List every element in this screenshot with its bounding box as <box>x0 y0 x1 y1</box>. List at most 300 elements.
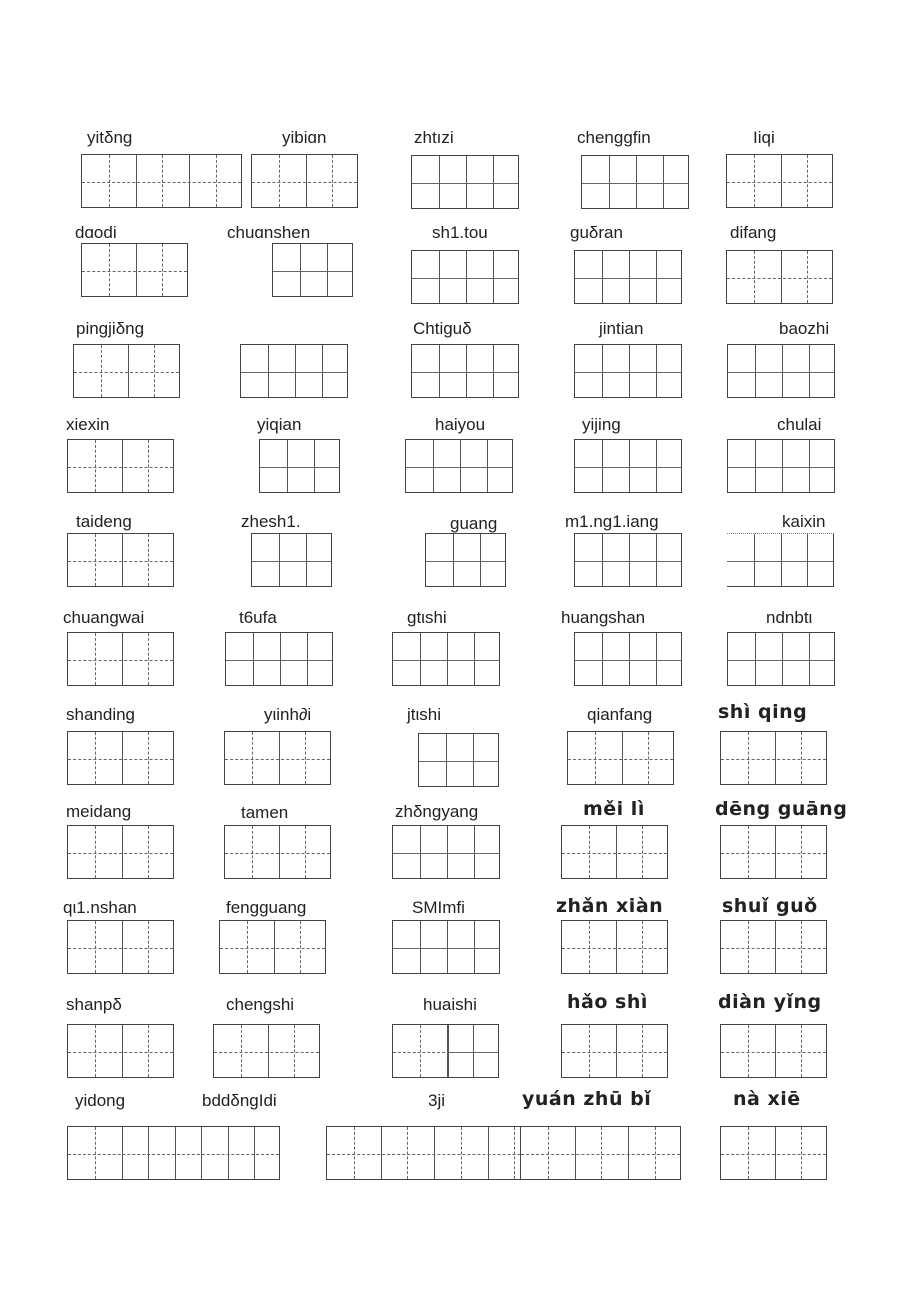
grid-guide-vertical <box>748 1127 749 1179</box>
grid-guide-horizontal <box>393 1052 445 1053</box>
grid-guide-vertical <box>655 1127 656 1179</box>
writing-grid <box>67 731 174 785</box>
grid-guide-vertical <box>648 732 649 784</box>
writing-grid <box>574 439 682 493</box>
grid-divider <box>136 155 137 207</box>
grid-divider <box>439 156 440 208</box>
pinyin-label: kaixin <box>782 512 826 531</box>
grid-divider <box>775 826 776 878</box>
grid-divider <box>656 633 657 685</box>
writing-grid <box>67 825 174 879</box>
grid-guide-horizontal <box>406 467 512 468</box>
grid-divider <box>781 534 782 586</box>
grid-divider <box>775 921 776 973</box>
grid-guide-horizontal <box>412 278 518 279</box>
grid-guide-vertical <box>95 440 96 492</box>
grid-guide-vertical <box>279 155 280 207</box>
writing-grid <box>225 632 333 686</box>
pinyin-label: huangshan <box>561 608 646 627</box>
grid-guide-horizontal <box>575 660 681 661</box>
grid-divider <box>466 345 467 397</box>
grid-guide-horizontal <box>562 1052 667 1053</box>
writing-grid <box>251 154 358 208</box>
grid-guide-horizontal <box>447 1052 499 1053</box>
writing-grid <box>67 1024 174 1078</box>
pinyin-label: t6ufa <box>239 608 277 627</box>
writing-grid <box>251 533 332 587</box>
grid-guide-vertical <box>801 1127 802 1179</box>
writing-grid <box>720 1126 827 1180</box>
grid-guide-horizontal <box>260 467 339 468</box>
grid-divider <box>775 1025 776 1077</box>
grid-guide-vertical <box>95 921 96 973</box>
writing-grid <box>259 439 340 493</box>
pinyin-label: meidang <box>66 802 132 821</box>
pinyin-label: jtιshi <box>407 705 442 724</box>
pinyin-label: sh1.tou <box>432 223 488 242</box>
writing-grid <box>720 1024 827 1078</box>
grid-divider <box>148 1127 149 1179</box>
grid-guide-horizontal <box>393 660 499 661</box>
grid-guide-horizontal <box>521 1154 680 1155</box>
writing-grid <box>411 250 519 304</box>
grid-divider <box>122 826 123 878</box>
writing-grid <box>219 920 326 974</box>
grid-guide-horizontal <box>74 372 179 373</box>
grid-divider <box>628 1127 629 1179</box>
grid-guide-vertical <box>216 155 217 207</box>
writing-grid <box>67 439 174 493</box>
pinyin-label: huaishi <box>423 995 477 1014</box>
grid-guide-vertical <box>148 633 149 685</box>
writing-grid <box>574 250 682 304</box>
grid-divider <box>253 633 254 685</box>
grid-divider <box>602 633 603 685</box>
grid-guide-vertical <box>252 732 253 784</box>
grid-guide-vertical <box>294 1025 295 1077</box>
grid-guide-vertical <box>420 1025 421 1077</box>
grid-divider <box>575 1127 576 1179</box>
grid-divider <box>466 251 467 303</box>
grid-divider <box>122 534 123 586</box>
grid-guide-vertical <box>642 826 643 878</box>
grid-guide-horizontal <box>728 467 834 468</box>
grid-divider <box>629 345 630 397</box>
grid-guide-horizontal <box>721 1154 826 1155</box>
grid-guide-vertical <box>801 921 802 973</box>
grid-divider <box>809 440 810 492</box>
grid-divider <box>493 345 494 397</box>
grid-divider <box>295 345 296 397</box>
pinyin-label: měi lì <box>583 798 645 820</box>
pinyin-label: shì qing <box>718 701 808 723</box>
pinyin-label: chuangwai <box>63 608 145 627</box>
grid-guide-vertical <box>109 155 110 207</box>
pinyin-label: guδran <box>570 223 623 242</box>
grid-guide-vertical <box>109 244 110 296</box>
grid-guide-horizontal <box>568 759 673 760</box>
grid-divider <box>381 1127 382 1179</box>
grid-divider <box>279 732 280 784</box>
grid-divider <box>122 1127 123 1179</box>
pinyin-label: qι1.nshan <box>63 898 137 917</box>
grid-divider <box>781 155 782 207</box>
grid-guide-vertical <box>252 826 253 878</box>
grid-guide-vertical <box>754 251 755 303</box>
grid-divider <box>228 1127 229 1179</box>
grid-divider <box>775 1127 776 1179</box>
grid-guide-vertical <box>642 921 643 973</box>
grid-divider <box>809 345 810 397</box>
grid-guide-horizontal <box>225 759 330 760</box>
grid-divider <box>782 633 783 685</box>
grid-divider <box>439 251 440 303</box>
grid-divider <box>201 1127 202 1179</box>
grid-guide-horizontal <box>82 271 187 272</box>
writing-grid <box>392 920 500 974</box>
pinyin-label: fengguang <box>226 898 307 917</box>
pinyin-label: chengshi <box>226 995 295 1014</box>
grid-divider <box>274 921 275 973</box>
grid-guide-vertical <box>101 345 102 397</box>
grid-guide-vertical <box>300 921 301 973</box>
grid-divider <box>447 921 448 973</box>
pinyin-label: yibiɑn <box>282 128 327 147</box>
grid-guide-vertical <box>148 440 149 492</box>
grid-divider <box>287 440 288 492</box>
grid-divider <box>629 534 630 586</box>
grid-guide-horizontal <box>82 182 241 183</box>
pinyin-label: dēng guāng <box>715 798 848 820</box>
writing-grid <box>392 825 500 879</box>
writing-grid <box>411 155 519 209</box>
grid-divider <box>493 156 494 208</box>
grid-divider <box>782 440 783 492</box>
pinyin-label: Chtiguδ <box>413 319 472 338</box>
writing-grid <box>561 825 668 879</box>
grid-guide-vertical <box>95 633 96 685</box>
writing-grid <box>392 632 500 686</box>
grid-guide-vertical <box>514 1127 515 1179</box>
pinyin-label: chenggfin <box>577 128 651 147</box>
grid-guide-vertical <box>748 826 749 878</box>
grid-divider <box>636 156 637 208</box>
grid-guide-horizontal <box>68 1052 173 1053</box>
pinyin-label: yijing <box>582 415 621 434</box>
writing-grid <box>726 154 833 208</box>
writing-grid <box>561 920 668 974</box>
pinyin-label: dɑodi <box>75 223 117 242</box>
grid-guide-vertical <box>589 826 590 878</box>
grid-guide-vertical <box>589 921 590 973</box>
grid-divider <box>307 633 308 685</box>
grid-guide-vertical <box>595 732 596 784</box>
grid-guide-vertical <box>754 155 755 207</box>
grid-guide-horizontal <box>226 660 332 661</box>
grid-divider <box>616 1025 617 1077</box>
writing-grid <box>726 250 833 304</box>
grid-divider <box>656 440 657 492</box>
grid-divider <box>809 633 810 685</box>
grid-guide-vertical <box>241 1025 242 1077</box>
writing-grid <box>567 731 674 785</box>
grid-divider <box>314 440 315 492</box>
writing-grid <box>720 920 827 974</box>
writing-grid <box>581 155 689 209</box>
grid-divider <box>807 534 808 586</box>
grid-guide-vertical <box>548 1127 549 1179</box>
grid-guide-horizontal <box>68 853 173 854</box>
grid-guide-horizontal <box>68 561 173 562</box>
writing-grid <box>720 825 827 879</box>
pinyin-label: shanding <box>66 705 136 724</box>
grid-guide-horizontal <box>412 372 518 373</box>
grid-divider <box>189 155 190 207</box>
writing-grid <box>392 1024 499 1078</box>
grid-guide-vertical <box>154 345 155 397</box>
pinyin-label: xiexin <box>66 415 110 434</box>
writing-grid <box>73 344 180 398</box>
grid-divider <box>755 440 756 492</box>
grid-guide-horizontal <box>68 660 173 661</box>
pinyin-label: qianfang <box>587 705 653 724</box>
pinyin-label: baozhi <box>779 319 830 338</box>
writing-grid <box>240 344 348 398</box>
writing-grid <box>727 439 835 493</box>
pinyin-label: difang <box>730 223 777 242</box>
writing-grid <box>727 344 835 398</box>
writing-grid <box>67 632 174 686</box>
grid-divider <box>175 1127 176 1179</box>
grid-guide-vertical <box>589 1025 590 1077</box>
grid-guide-vertical <box>807 251 808 303</box>
pinyin-label: Iiqi <box>753 128 775 147</box>
grid-divider <box>663 156 664 208</box>
pinyin-label: bddδngIdi <box>202 1091 277 1110</box>
grid-guide-vertical <box>247 921 248 973</box>
grid-divider <box>656 534 657 586</box>
grid-guide-vertical <box>642 1025 643 1077</box>
pinyin-label: hǎo shì <box>567 991 648 1013</box>
grid-divider <box>306 155 307 207</box>
grid-guide-horizontal <box>575 372 681 373</box>
grid-divider <box>447 826 448 878</box>
writing-grid <box>67 533 174 587</box>
pinyin-label: zhtızi <box>414 128 454 147</box>
grid-guide-vertical <box>95 534 96 586</box>
grid-divider <box>460 440 461 492</box>
grid-guide-horizontal <box>393 948 499 949</box>
grid-guide-horizontal <box>727 561 833 562</box>
writing-grid <box>720 731 827 785</box>
grid-divider <box>300 244 301 296</box>
grid-divider <box>434 1127 435 1179</box>
writing-grid <box>272 243 353 297</box>
grid-divider <box>755 633 756 685</box>
grid-guide-vertical <box>801 1025 802 1077</box>
writing-grid <box>81 243 188 297</box>
writing-grid <box>727 533 834 587</box>
grid-guide-vertical <box>148 826 149 878</box>
writing-grid <box>574 533 682 587</box>
grid-guide-vertical <box>148 534 149 586</box>
grid-guide-horizontal <box>419 761 498 762</box>
grid-guide-vertical <box>748 921 749 973</box>
pinyin-label: yidong <box>75 1091 126 1110</box>
grid-guide-horizontal <box>68 1154 279 1155</box>
grid-divider <box>629 251 630 303</box>
grid-guide-horizontal <box>220 948 325 949</box>
writing-grid <box>224 731 331 785</box>
writing-grid <box>67 920 174 974</box>
grid-divider <box>439 345 440 397</box>
grid-divider <box>306 534 307 586</box>
pinyin-label: shanpδ <box>66 995 122 1014</box>
grid-divider <box>629 440 630 492</box>
pinyin-label: ndnbtι <box>766 608 813 627</box>
pinyin-label: chuɑnshen <box>227 223 311 242</box>
writing-grid <box>727 632 835 686</box>
grid-guide-horizontal <box>721 759 826 760</box>
grid-divider <box>775 732 776 784</box>
grid-divider <box>268 345 269 397</box>
writing-grid <box>224 825 331 879</box>
grid-guide-vertical <box>748 1025 749 1077</box>
pinyin-label: zhesh1. <box>241 512 301 531</box>
grid-guide-vertical <box>461 1127 462 1179</box>
grid-divider <box>279 826 280 878</box>
grid-divider <box>474 633 475 685</box>
grid-divider <box>473 734 474 786</box>
pinyin-label: haiyou <box>435 415 486 434</box>
grid-guide-vertical <box>332 155 333 207</box>
grid-guide-horizontal <box>728 372 834 373</box>
grid-guide-horizontal <box>393 853 499 854</box>
grid-guide-vertical <box>801 732 802 784</box>
grid-divider <box>122 921 123 973</box>
grid-divider <box>781 251 782 303</box>
grid-divider <box>754 534 755 586</box>
grid-guide-horizontal <box>721 853 826 854</box>
grid-divider <box>616 826 617 878</box>
pinyin-label: chulai <box>777 415 822 434</box>
grid-guide-vertical <box>95 732 96 784</box>
grid-guide-horizontal <box>68 759 173 760</box>
grid-divider <box>447 633 448 685</box>
pinyin-label: diàn yǐng <box>718 991 822 1013</box>
writing-grid <box>425 533 506 587</box>
grid-divider <box>609 156 610 208</box>
grid-divider <box>474 826 475 878</box>
grid-guide-horizontal <box>273 271 352 272</box>
grid-divider <box>487 440 488 492</box>
grid-divider <box>122 1025 123 1077</box>
grid-divider <box>480 534 481 586</box>
pinyin-label: zhǎn xiàn <box>556 895 664 917</box>
grid-guide-horizontal <box>252 182 357 183</box>
grid-guide-horizontal <box>728 660 834 661</box>
grid-guide-vertical <box>807 155 808 207</box>
grid-guide-horizontal <box>252 561 331 562</box>
pinyin-label: yuán zhū bǐ <box>522 1088 652 1110</box>
pinyin-label: yiqian <box>257 415 302 434</box>
grid-guide-vertical <box>148 921 149 973</box>
writing-grid <box>520 1126 681 1180</box>
grid-guide-horizontal <box>412 183 518 184</box>
grid-divider <box>602 440 603 492</box>
grid-guide-horizontal <box>582 183 688 184</box>
pinyin-label: zhδngyang <box>395 802 479 821</box>
pinyin-label: 3ji <box>428 1091 446 1110</box>
grid-guide-vertical <box>162 155 163 207</box>
grid-divider <box>280 633 281 685</box>
writing-grid <box>561 1024 668 1078</box>
grid-guide-vertical <box>801 826 802 878</box>
grid-guide-horizontal <box>225 853 330 854</box>
grid-divider <box>122 440 123 492</box>
grid-guide-vertical <box>95 1025 96 1077</box>
grid-divider <box>254 1127 255 1179</box>
grid-guide-vertical <box>748 732 749 784</box>
writing-grid <box>418 733 499 787</box>
pinyin-label: gtιshi <box>407 608 447 627</box>
grid-guide-horizontal <box>562 853 667 854</box>
grid-divider <box>453 534 454 586</box>
grid-divider <box>446 734 447 786</box>
grid-divider <box>782 345 783 397</box>
grid-guide-horizontal <box>727 278 832 279</box>
writing-grid <box>574 632 682 686</box>
pinyin-label: guang <box>450 514 498 533</box>
grid-guide-vertical <box>407 1127 408 1179</box>
grid-guide-horizontal <box>241 372 347 373</box>
grid-divider <box>466 156 467 208</box>
grid-divider <box>433 440 434 492</box>
grid-guide-vertical <box>95 1127 96 1179</box>
grid-guide-horizontal <box>562 948 667 949</box>
writing-grid <box>213 1024 320 1078</box>
pinyin-label: SMImfi <box>412 898 465 917</box>
grid-guide-horizontal <box>721 948 826 949</box>
pinyin-label: tamen <box>241 803 289 822</box>
grid-guide-vertical <box>305 732 306 784</box>
grid-divider <box>447 1025 449 1077</box>
pinyin-label: shuǐ guǒ <box>722 895 818 917</box>
grid-guide-vertical <box>148 1025 149 1077</box>
grid-divider <box>755 345 756 397</box>
grid-divider <box>122 633 123 685</box>
grid-guide-horizontal <box>721 1052 826 1053</box>
writing-grid <box>405 439 513 493</box>
writing-grid <box>574 344 682 398</box>
grid-guide-vertical <box>601 1127 602 1179</box>
grid-divider <box>136 244 137 296</box>
grid-guide-vertical <box>354 1127 355 1179</box>
grid-divider <box>602 251 603 303</box>
grid-divider <box>327 244 328 296</box>
writing-grid <box>67 1126 280 1180</box>
grid-guide-horizontal <box>426 561 505 562</box>
writing-grid <box>411 344 519 398</box>
grid-guide-vertical <box>162 244 163 296</box>
pinyin-label: m1.ng1.iang <box>565 512 659 531</box>
pinyin-label: taideng <box>76 512 132 531</box>
pinyin-label: yιinh∂i <box>264 705 312 724</box>
grid-divider <box>493 251 494 303</box>
grid-divider <box>656 345 657 397</box>
grid-divider <box>420 826 421 878</box>
grid-divider <box>268 1025 269 1077</box>
